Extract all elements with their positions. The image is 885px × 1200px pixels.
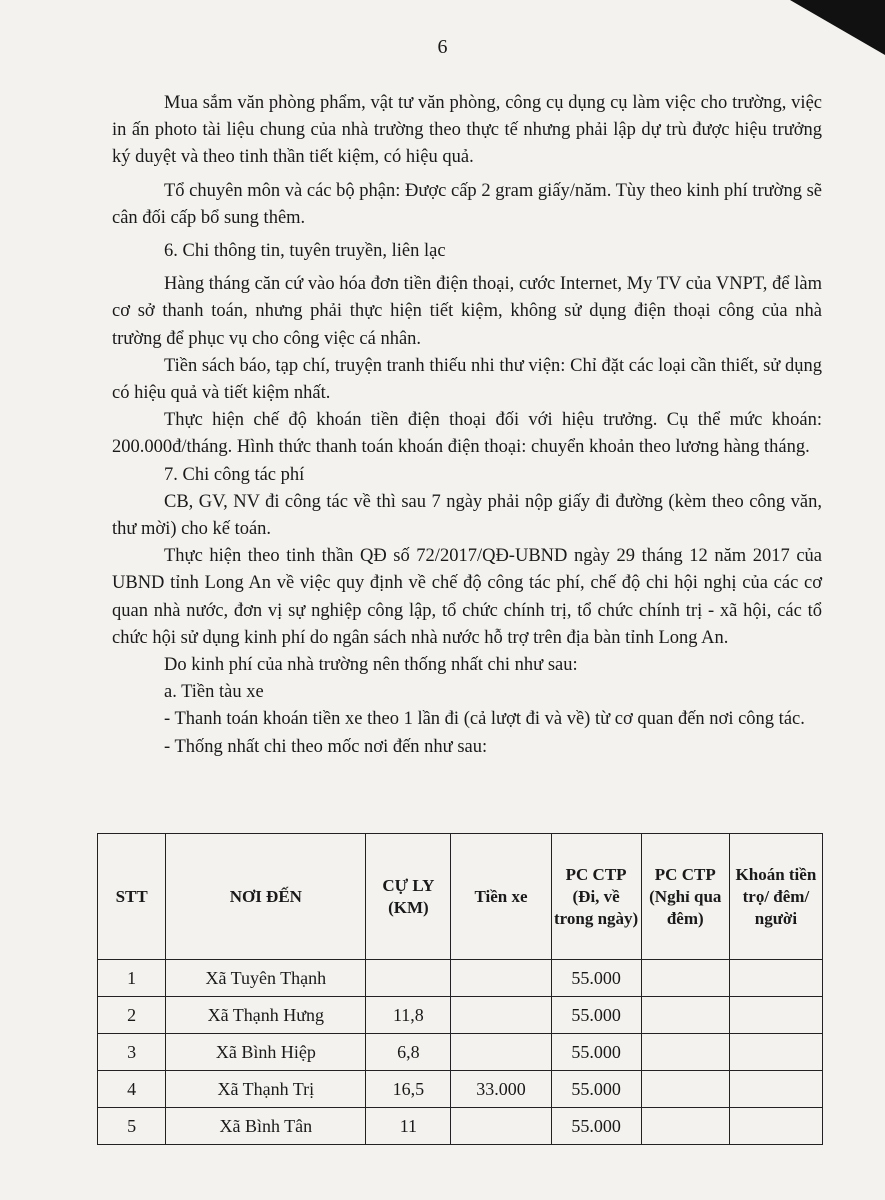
cell-fare: 33.000 [451, 1071, 551, 1108]
cell-day-allowance: 55.000 [551, 1034, 641, 1071]
cell-distance: 16,5 [366, 1071, 451, 1108]
cell-overnight-allowance [641, 960, 729, 997]
header-distance: CỰ LY (KM) [366, 834, 451, 960]
cell-destination: Xã Bình Tân [166, 1108, 366, 1145]
header-day-allowance: PC CTP (Đi, về trong ngày) [551, 834, 641, 960]
subheading-transport-fare: a. Tiền tàu xe [164, 682, 264, 703]
paragraph-fare-payment: - Thanh toán khoán tiền xe theo 1 lần đi (cả lượt đi và về) từ cơ quan đến nơi công tác. [164, 709, 805, 730]
cell-fare [451, 1108, 551, 1145]
document-body [112, 90, 822, 761]
table-row [98, 997, 823, 1034]
paragraph-paper-allocation: Tổ chuyên môn và các bộ phận: Được cấp 2 gram giấy/năm. Tùy theo kinh phí trường sẽ cân đối cấp bổ sung thêm. [112, 180, 822, 228]
cell-day-allowance: 55.000 [551, 997, 641, 1034]
travel-allowance-table [97, 833, 823, 1145]
header-lodging: Khoán tiền trọ/ đêm/ người [729, 834, 822, 960]
cell-destination: Xã Tuyên Thạnh [166, 960, 366, 997]
cell-destination: Xã Thạnh Trị [166, 1071, 366, 1108]
paragraph-decision-reference: Thực hiện theo tinh thần QĐ số 72/2017/QĐ-UBND ngày 29 tháng 12 năm 2017 của UBND tỉnh Long An về việc quy định về chế độ công tác phí, chế độ chi hội nghị của các cơ quan nhà nước, đơn vị sự nghiệp công lập, tổ chức chính trị, tổ chức chính trị - xã hội, các tổ chức hội sử dụng kinh phí do ngân sách nhà nước hỗ trợ trên địa bàn tỉnh Long An. [112, 546, 822, 648]
cell-overnight-allowance [641, 997, 729, 1034]
cell-distance: 11,8 [366, 997, 451, 1034]
header-destination: NƠI ĐẾN [166, 834, 366, 960]
section-heading-communication: 6. Chi thông tin, tuyên truyền, liên lạc [164, 241, 446, 262]
cell-lodging [729, 1034, 822, 1071]
cell-day-allowance: 55.000 [551, 1071, 641, 1108]
cell-stt: 1 [98, 960, 166, 997]
cell-distance [366, 960, 451, 997]
paragraph-phone-internet: Hàng tháng căn cứ vào hóa đơn tiền điện thoại, cước Internet, My TV của VNPT, để làm cơ sở thanh toán, nhưng phải thực hiện tiết kiệm, không sử dụng điện thoại công của nhà trường để phục vụ cho công việc cá nhân. [112, 274, 822, 349]
cell-fare [451, 960, 551, 997]
cell-lodging [729, 997, 822, 1034]
cell-distance: 11 [366, 1108, 451, 1145]
cell-fare [451, 1034, 551, 1071]
cell-stt: 2 [98, 997, 166, 1034]
cell-fare [451, 997, 551, 1034]
cell-stt: 3 [98, 1034, 166, 1071]
paragraph-destination-list: - Thống nhất chi theo mốc nơi đến như sau: [164, 736, 488, 757]
header-overnight-allowance: PC CTP (Nghỉ qua đêm) [641, 834, 729, 960]
cell-overnight-allowance [641, 1034, 729, 1071]
section-heading-travel: 7. Chi công tác phí [164, 464, 305, 485]
paragraph-library-books: Tiền sách báo, tạp chí, truyện tranh thiếu nhi thư viện: Chỉ đặt các loại cần thiết, sử dụng có hiệu quả và tiết kiệm nhất. [112, 355, 822, 404]
cell-overnight-allowance [641, 1071, 729, 1108]
paragraph-travel-papers: CB, GV, NV đi công tác về thì sau 7 ngày phải nộp giấy đi đường (kèm theo công văn, thư mời) cho kế toán. [112, 491, 822, 540]
page-number: 6 [437, 36, 448, 58]
cell-lodging [729, 1071, 822, 1108]
cell-lodging [729, 960, 822, 997]
header-fare: Tiền xe [451, 834, 551, 960]
paragraph-phone-allowance: Thực hiện chế độ khoán tiền điện thoại đối với hiệu trưởng. Cụ thể mức khoán: 200.000đ/tháng. Hình thức thanh toán khoán điện thoại: chuyển khoản theo lương hàng tháng. [112, 410, 822, 458]
cell-destination: Xã Bình Hiệp [166, 1034, 366, 1071]
cell-stt: 5 [98, 1108, 166, 1145]
cell-destination: Xã Thạnh Hưng [166, 997, 366, 1034]
cell-overnight-allowance [641, 1108, 729, 1145]
table-row [98, 960, 823, 997]
cell-distance: 6,8 [366, 1034, 451, 1071]
cell-stt: 4 [98, 1071, 166, 1108]
cell-day-allowance: 55.000 [551, 960, 641, 997]
table-row [98, 1034, 823, 1071]
header-stt: STT [98, 834, 166, 960]
cell-day-allowance: 55.000 [551, 1108, 641, 1145]
paragraph-office-supplies: Mua sắm văn phòng phẩm, vật tư văn phòng, công cụ dụng cụ làm việc cho trường, việc in ấn photo tài liệu chung của nhà trường theo thực tế nhưng phải lập dự trù được hiệu trưởng ký duyệt và theo tinh thần tiết kiệm, có hiệu quả. [112, 93, 822, 168]
table-header-row [98, 834, 823, 960]
table-row [98, 1108, 823, 1145]
table-row [98, 1071, 823, 1108]
paragraph-agreement: Do kinh phí của nhà trường nên thống nhất chi như sau: [164, 655, 578, 676]
cell-lodging [729, 1108, 822, 1145]
